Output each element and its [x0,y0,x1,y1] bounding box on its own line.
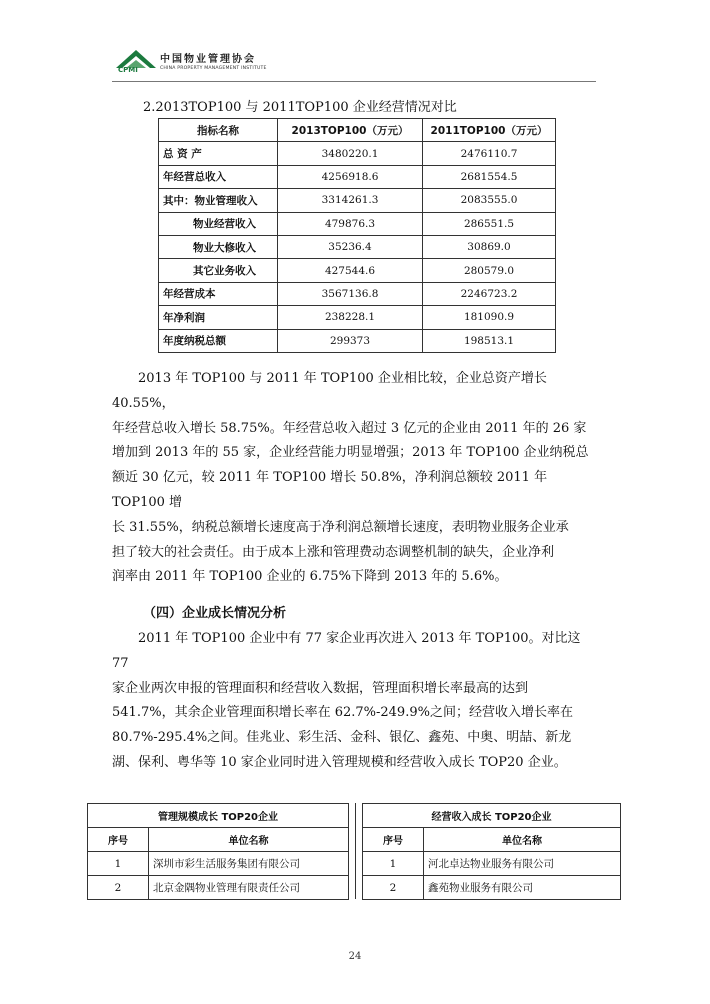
header-divider [112,81,596,82]
logo-org-name: 中国物业管理协会 [160,54,256,65]
value-2013: 3567136.8 [278,282,423,305]
value-2011: 280579.0 [423,259,556,282]
paragraph-line: 家企业两次申报的管理面积和经营收入数据，管理面积增长率最高的达到 [112,680,529,696]
table-row [159,329,556,352]
table-row [159,142,556,165]
value-2011: 2476110.7 [423,142,556,165]
row-label: 年经营成本 [159,282,278,305]
row-number: 2 [88,876,149,900]
paragraph-line: 长 31.55%，纳税总额增长速度高于净利润总额增长速度，表明物业服务企业承 [112,519,569,535]
management-scale-table [87,803,349,900]
value-2011: 286551.5 [423,212,556,235]
row-number: 2 [363,876,424,900]
page-number: 24 [348,951,362,962]
table-row [363,852,621,876]
revenue-growth-title: 经营收入成长 TOP20企业 [363,804,621,828]
company-name: 鑫苑物业服务有限公司 [424,876,621,900]
right-col-no: 序号 [363,828,424,852]
value-2011: 2681554.5 [423,165,556,188]
paragraph-line: 增加到 2013 年的 55 家，企业经营能力明显增强；2013 年 TOP100 企业纳税总 [112,445,589,461]
value-2011: 30869.0 [423,235,556,258]
paragraph-line: 湖、保利、粤华等 10 家企业同时进入管理规模和经营收入成长 TOP20 企业。 [112,754,567,770]
row-label: 年经营总收入 [159,165,278,188]
table-row [159,306,556,329]
row-label: 总 资 产 [159,142,278,165]
paragraph-line: 2013 年 TOP100 与 2011 年 TOP100 企业相比较，企业总资产增长 40.55%， [112,371,547,411]
analysis-paragraph-2 [112,627,598,776]
header-indicator: 指标名称 [159,119,278,142]
row-number: 1 [363,852,424,876]
header-2013: 2013TOP100（万元） [278,119,423,142]
table-row [159,189,556,212]
value-2013: 3314261.3 [278,189,423,212]
table-header-row [159,119,556,142]
left-col-name: 单位名称 [149,828,349,852]
comparison-table [158,118,556,353]
row-number: 1 [88,852,149,876]
value-2013: 238228.1 [278,306,423,329]
logo-abbreviation: CPMI [118,66,138,74]
value-2013: 35236.4 [278,235,423,258]
paragraph-line: 80.7%-295.4%之间。佳兆业、彩生活、金科、银亿、鑫苑、中奥、明喆、新龙 [112,730,572,746]
logo-org-name-en: CHINA PROPERTY MANAGEMENT INSTITUTE [160,66,267,71]
analysis-paragraph-1 [112,367,598,590]
value-2011: 2246723.2 [423,282,556,305]
table-row [363,876,621,900]
table-row [159,259,556,282]
value-2013: 299373 [278,329,423,352]
row-label: 其中：物业管理收入 [159,189,278,212]
table-row [159,212,556,235]
paragraph-line: 2011 年 TOP100 企业中有 77 家企业再次进入 2013 年 TOP100。对比这 77 [112,631,581,671]
paragraph-line: 润率由 2011 年 TOP100 企业的 6.75%下降到 2013 年的 5.6%。 [112,569,508,585]
company-name: 河北卓达物业服务有限公司 [424,852,621,876]
table-row [88,876,349,900]
revenue-growth-table [362,803,621,900]
company-name: 深圳市彩生活服务集团有限公司 [149,852,349,876]
value-2011: 2083555.0 [423,189,556,212]
table-row [159,235,556,258]
company-name: 北京金隅物业管理有限责任公司 [149,876,349,900]
table-row [159,282,556,305]
left-col-no: 序号 [88,828,149,852]
paragraph-line: 年经营总收入增长 58.75%。年经营总收入超过 3 亿元的企业由 2011 年的 26 家 [112,420,587,436]
value-2011: 198513.1 [423,329,556,352]
section-title: 2.2013TOP100 与 2011TOP100 企业经营情况对比 [143,100,457,115]
value-2013: 427544.6 [278,259,423,282]
subsection-title: （四）企业成长情况分析 [143,606,287,621]
value-2013: 4256918.6 [278,165,423,188]
paragraph-line: 541.7%，其余企业管理面积增长率在 62.7%-249.9%之间；经营收入增长率在 [112,705,573,721]
row-label: 物业大修收入 [159,235,278,258]
right-col-name: 单位名称 [424,828,621,852]
header-2011: 2011TOP100（万元） [423,119,556,142]
row-label: 物业经营收入 [159,212,278,235]
value-2013: 3480220.1 [278,142,423,165]
table-row [159,165,556,188]
management-scale-title: 管理规模成长 TOP20企业 [88,804,349,828]
row-label: 年度纳税总额 [159,329,278,352]
row-label: 年净利润 [159,306,278,329]
value-2013: 479876.3 [278,212,423,235]
row-label: 其它业务收入 [159,259,278,282]
table-row [88,852,349,876]
paragraph-line: 额近 30 亿元，较 2011 年 TOP100 增长 50.8%，净利润总额较 2011 年 TOP100 增 [112,470,548,510]
table-separator [355,803,356,899]
value-2011: 181090.9 [423,306,556,329]
paragraph-line: 担了较大的社会责任。由于成本上涨和管理费动态调整机制的缺失，企业净利 [112,544,555,560]
